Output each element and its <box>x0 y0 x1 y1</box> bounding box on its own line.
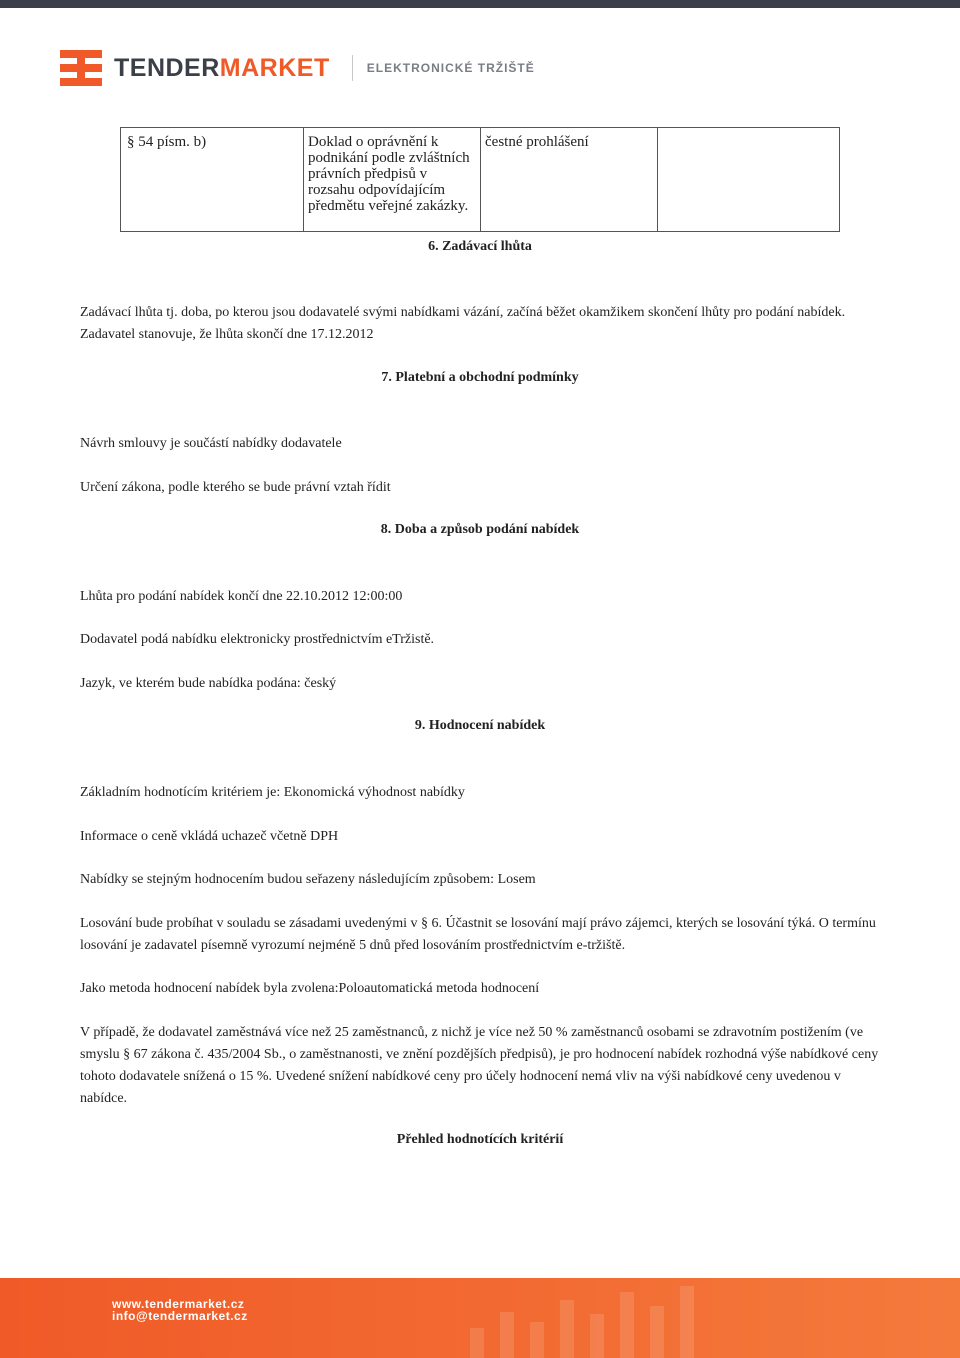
section-6-heading: 6. Zadávací lhůta <box>428 239 532 254</box>
note-cell <box>658 128 840 232</box>
proof-cell: čestné prohlášení <box>481 128 658 232</box>
section-9-text-4: Losování bude probíhat v souladu se zásadami uvedenými v § 6. Účastnit se losování mají právo zájemci, kterých se losování týká. O termínu losování je zadavatel písemně vyrozumí nejméně 5 dnů před losováním prostřednictvím e-tržiště. <box>80 916 876 953</box>
brand-name-dark: TENDER <box>114 53 220 82</box>
section-9-text-3: Nabídky se stejným hodnocením budou seřazeny následujícím způsobem: Losem <box>80 872 536 887</box>
footer-email: info@tendermarket.cz <box>112 1309 248 1323</box>
section-7-heading: 7. Platební a obchodní podmínky <box>381 370 579 385</box>
requirements-table <box>120 127 840 232</box>
top-border <box>0 0 960 8</box>
section-7-text-2: Určení zákona, podle kterého se bude právní vztah řídit <box>80 480 391 495</box>
section-9-heading: 9. Hodnocení nabídek <box>414 718 546 733</box>
section-9-text-5: Jako metoda hodnocení nabídek byla zvolena:Poloautomatická metoda hodnocení <box>80 981 540 996</box>
section-9-text-1: Základním hodnotícím kritériem je: Ekonomická výhodnost nabídky <box>80 785 465 800</box>
brand-name <box>114 54 330 83</box>
brand-name-accent: MARKET <box>219 53 330 82</box>
criteria-overview-heading: Přehled hodnotících kritérií <box>396 1132 564 1147</box>
logo-divider <box>352 55 353 81</box>
section-8-text-1: Lhůta pro podání nabídek končí dne 22.10.2012 12:00:00 <box>80 589 403 604</box>
page-footer <box>0 1278 960 1358</box>
footer-contact <box>112 1298 248 1322</box>
paragraph-cell: § 54 písm. b) <box>121 128 304 232</box>
footer-website: www.tendermarket.cz <box>112 1297 245 1311</box>
description-cell: Doklad o oprávnění k podnikání podle zvláštních právních předpisů v rozsahu odpovídajícím předmětu veřejné zakázky. <box>304 128 481 232</box>
section-8-text-2: Dodavatel podá nabídku elektronicky prostřednictvím eTržistě. <box>80 632 435 647</box>
section-9-text-2: Informace o ceně vkládá uchazeč včetně DPH <box>80 829 339 844</box>
section-9-text-6: V případě, že dodavatel zaměstnává více než 25 zaměstnanců, z nichž je více než 50 % zaměstnanců osobami se zdravotním postižením (ve smyslu § 67 zákona č. 435/2004 Sb., o zaměstnanosti, ve znění pozdějších předpisů), je pro hodnocení nabídek rozhodná výše nabídkové ceny tohoto dodavatele snížená o 15 %. Uvedené snížení nabídkové ceny pro účely hodnocení nemá vliv na výši nabídkové ceny uvedenou v nabídce. <box>80 1025 879 1106</box>
section-8-text-3: Jazyk, ve kterém bude nabídka podána: český <box>80 676 337 691</box>
section-6-text-2: Zadavatel stanovuje, že lhůta skončí dne 17.12.2012 <box>80 327 374 342</box>
logo-mark-icon <box>60 50 102 86</box>
section-7-text-1: Návrh smlouvy je součástí nabídky dodavatele <box>80 436 342 451</box>
brand-tagline: ELEKTRONICKÉ TRŽIŠTĚ <box>366 61 535 75</box>
section-6-text-1: Zadávací lhůta tj. doba, po kterou jsou dodavatelé svými nabídkami vázání, začíná běžet okamžikem skončení lhůty pro podání nabídek. <box>80 305 846 320</box>
table-row <box>121 128 840 232</box>
section-8-heading: 8. Doba a způsob podání nabídek <box>380 522 580 537</box>
brand-logo <box>60 50 535 86</box>
